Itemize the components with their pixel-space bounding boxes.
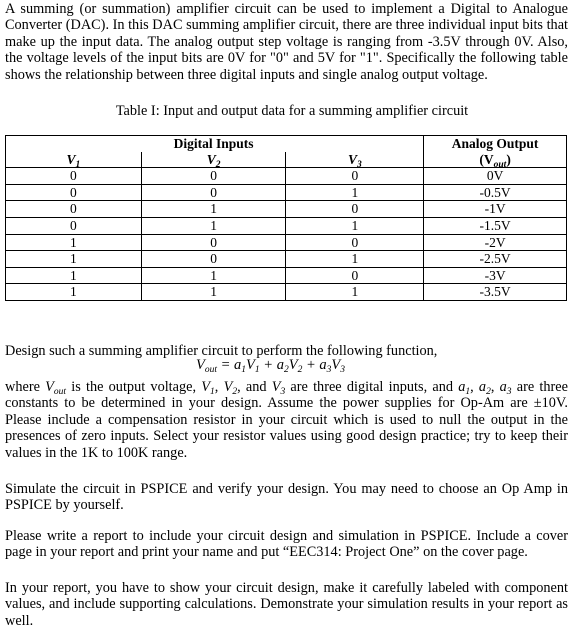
digital-input-cell: 1 <box>141 284 286 301</box>
table-row <box>6 234 567 251</box>
digital-input-cell: 0 <box>141 184 286 201</box>
simulate-paragraph: Simulate the circuit in PSPICE and verify your design. You may need to choose an Op Amp in PSPICE by yourself. <box>5 481 568 514</box>
digital-input-cell: 1 <box>286 217 424 234</box>
digital-input-cell: 1 <box>141 267 286 284</box>
col-v2-header: $V_2$ <box>141 152 286 168</box>
digital-input-cell: 0 <box>141 234 286 251</box>
digital-input-cell: 1 <box>6 284 142 301</box>
digital-input-cell: 1 <box>286 251 424 268</box>
analog-output-cell: -0.5V <box>424 184 567 201</box>
digital-input-cell: 0 <box>6 184 142 201</box>
digital-input-cell: 1 <box>6 251 142 268</box>
analog-output-cell: -3.5V <box>424 284 567 301</box>
table-row <box>6 267 567 284</box>
intro-paragraph: A summing (or summation) amplifier circuit can be used to implement a Digital to Analogue Converter (DAC). In this DAC summing amplifier circuit, there are three individual input bits that make up the input data. The analog output step voltage is ranging from -3.5V through 0V. Also, the voltage levels of the input bits are 0V for "0" and 5V for "1". Specifically the following table shows the relationship between three digital inputs and single analog output voltage. <box>5 1 569 83</box>
table-row <box>6 168 567 185</box>
table-row <box>6 217 567 234</box>
analog-output-cell: -1.5V <box>424 217 567 234</box>
io-table <box>5 135 567 301</box>
digital-input-cell: 0 <box>141 168 286 185</box>
table-caption: Table I: Input and output data for a summing amplifier circuit <box>115 103 469 119</box>
analog-output-cell: -2.5V <box>424 251 567 268</box>
digital-input-cell: 1 <box>286 184 424 201</box>
final-paragraph: In your report, you have to show your circuit design, make it carefully labeled with component values, and include supporting calculations. Demonstrate your simulation results in your report as well. <box>5 580 568 629</box>
digital-input-cell: 0 <box>286 234 424 251</box>
table-row <box>6 284 567 301</box>
table-subheader-row <box>6 152 567 168</box>
digital-input-cell: 0 <box>6 201 142 218</box>
design-line: Design such a summing amplifier circuit to perform the following function, <box>5 343 438 359</box>
formula: $V_{out} = a_1V_1 + a_2V_2 + a_3V_3$ <box>196 357 345 375</box>
table-row <box>6 201 567 218</box>
analog-output-header: Analog Output <box>424 136 567 152</box>
table-row <box>6 184 567 201</box>
where-paragraph: where $V_{out}$ is the output voltage, $V_1$, $V_2$, and $V_3$ are three digital inputs, and $a_1$, $a_2$, $a_3$ are three constants to be determined in your design. Assume the power supplies for Op-Am are ±10V. Please include a compensation resistor in your circuit which is used to null the output in the presences of zero inputs. Select your resistor values using good design practice; try to keep their values in the 1K to 100K range. <box>5 379 568 461</box>
analog-output-cell: -1V <box>424 201 567 218</box>
col-v3-header: $V_3$ <box>286 152 424 168</box>
digital-input-cell: 0 <box>141 251 286 268</box>
digital-input-cell: 1 <box>141 201 286 218</box>
digital-input-cell: 0 <box>286 201 424 218</box>
col-vout-header: $(V_{out})$ <box>424 152 567 168</box>
table-header-row <box>6 136 567 152</box>
col-v1-header: $V_1$ <box>6 152 142 168</box>
digital-input-cell: 0 <box>6 168 142 185</box>
analog-output-cell: -2V <box>424 234 567 251</box>
digital-input-cell: 1 <box>141 217 286 234</box>
digital-inputs-header: Digital Inputs <box>141 136 286 152</box>
analog-output-cell: -3V <box>424 267 567 284</box>
digital-input-cell: 1 <box>6 267 142 284</box>
digital-input-cell: 0 <box>286 168 424 185</box>
digital-input-cell: 1 <box>6 234 142 251</box>
digital-input-cell: 0 <box>286 267 424 284</box>
analog-output-cell: 0V <box>424 168 567 185</box>
table-row <box>6 251 567 268</box>
digital-input-cell: 0 <box>6 217 142 234</box>
report-paragraph: Please write a report to include your circuit design and simulation in PSPICE. Include a cover page in your report and print your name and put “EEC314: Project One” on the cover page. <box>5 528 568 561</box>
digital-input-cell: 1 <box>286 284 424 301</box>
